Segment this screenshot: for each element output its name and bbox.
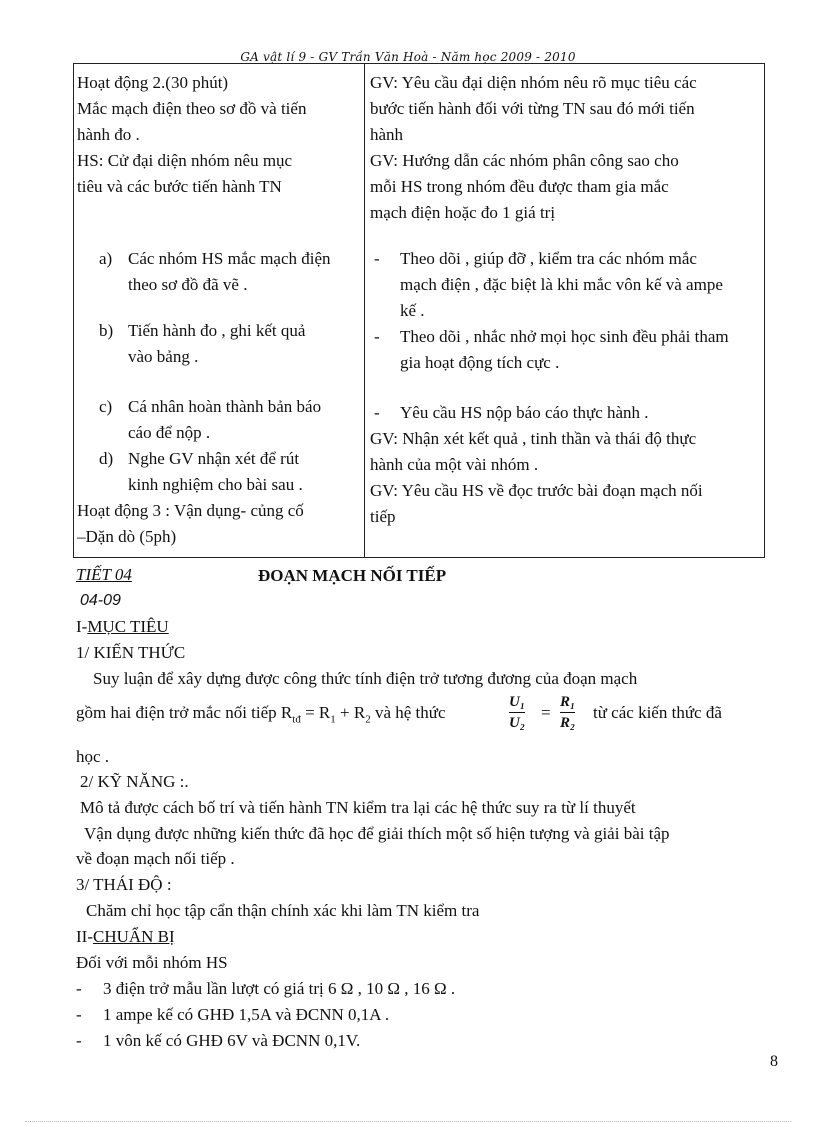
lesson-title: ĐOẠN MẠCH NỐI TIẾP — [258, 566, 447, 585]
knowledge-formula-line — [76, 693, 776, 745]
activity-table — [73, 63, 765, 558]
dash-item-line: kế . — [400, 301, 425, 320]
knowledge-line1: Suy luận để xây dựng được công thức tính điện trở tương đương của đoạn mạch — [93, 669, 638, 688]
fraction-denominator: R₂ — [560, 715, 576, 731]
formula-text-part: + R — [335, 703, 366, 722]
hs-task-line1: HS: Cử đại diện nhóm nêu mục — [77, 151, 293, 170]
gv-instruction-3-line2: hành của một vài nhóm . — [370, 455, 539, 474]
fraction-bar — [560, 712, 575, 713]
page-number: 8 — [770, 1053, 778, 1070]
left-list-item-a — [77, 246, 359, 298]
dash-item-line: Theo dõi , nhắc nhở mọi học sinh đều phải tham — [400, 327, 729, 346]
attitude-line1: Chăm chỉ học tập cẩn thận chính xác khi làm TN kiểm tra — [86, 901, 480, 920]
subsection-skills: 2/ KỸ NĂNG :. — [80, 772, 189, 791]
table-column-divider — [364, 64, 365, 557]
section-preparation-heading — [76, 924, 776, 950]
list-item-line: Tiến hành đo , ghi kết quả — [128, 321, 306, 340]
list-item-line: vào bảng . — [128, 347, 199, 366]
dash-marker: - — [374, 403, 380, 422]
gv-instruction-2-line3: mạch điện hoặc đo 1 giá trị — [370, 203, 556, 222]
fraction-bar — [509, 712, 525, 713]
list-item-text: 1 ampe kế có GHĐ 1,5A và ĐCNN 0,1A . — [103, 1005, 390, 1024]
activity-3-heading-line1: Hoạt động 3 : Vận dụng- củng cố — [77, 501, 304, 520]
gv-instruction-1-line2: bước tiến hành đối với từng TN sau đó mới tiến — [370, 99, 695, 118]
fraction-numerator: U₁ — [509, 694, 526, 710]
dash-item-line: Theo dõi , giúp đỡ , kiểm tra các nhóm mắc — [400, 249, 697, 268]
left-list-item-b — [77, 318, 359, 370]
fraction-numerator: R₁ — [560, 694, 576, 710]
section-prefix: I- — [76, 617, 88, 636]
right-dash-item-3 — [370, 400, 762, 426]
section-prefix: II- — [76, 927, 93, 946]
gv-instruction-2-line2: mỗi HS trong nhóm đều được tham gia mắc — [370, 177, 669, 196]
list-item-line: cáo để nộp . — [128, 423, 211, 442]
list-item-line: Nghe GV nhận xét để rút — [128, 449, 300, 468]
list-item-line: kinh nghiệm cho bài sau . — [128, 475, 303, 494]
gv-instruction-4-line1: GV: Yêu cầu HS về đọc trước bài đoạn mạch nối — [370, 481, 703, 500]
gv-instruction-1-line3: hành — [370, 125, 404, 144]
page-header: GA vật lí 9 - GV Trần Văn Hoà - Năm học 2009 - 2010 — [240, 50, 576, 64]
dash-marker: - — [374, 249, 380, 268]
list-item-text: 1 vôn kế có GHĐ 6V và ĐCNN 0,1V. — [103, 1031, 361, 1050]
fraction-denominator: U₂ — [509, 715, 526, 731]
formula-text-part: và hệ thức — [370, 703, 446, 722]
formula-text-part: = R — [300, 703, 331, 722]
equals-sign: = — [541, 703, 551, 722]
gv-instruction-1-line1: GV: Yêu cầu đại diện nhóm nêu rõ mục tiêu các — [370, 73, 697, 92]
list-marker: c) — [99, 397, 113, 416]
gv-instruction-4-line2: tiếp — [370, 507, 396, 526]
fraction-resistance — [560, 693, 575, 732]
fraction-voltage — [509, 693, 525, 732]
preparation-intro: Đối với mỗi nhóm HS — [76, 953, 228, 972]
activity-2-intro-line1: Mắc mạch điện theo sơ đồ và tiến — [77, 99, 307, 118]
right-dash-item-1 — [370, 246, 762, 324]
section-title: MỤC TIÊU — [87, 617, 169, 636]
subsection-knowledge: 1/ KIẾN THỨC — [76, 643, 186, 662]
subscript: tđ — [292, 713, 301, 726]
preparation-list — [76, 976, 776, 1054]
subsection-attitude: 3/ THÁI ĐỘ : — [76, 875, 172, 894]
table-left-cell — [77, 70, 359, 550]
dash-marker: - — [76, 979, 82, 998]
list-marker: b) — [99, 321, 114, 340]
gv-instruction-3-line1: GV: Nhận xét kết quả , tinh thần và thái độ thực — [370, 429, 697, 448]
lesson-date: 04-09 — [80, 592, 121, 609]
dash-item-line: mạch điện , đặc biệt là khi mắc vôn kế và ampe — [400, 275, 723, 294]
lesson-period: TIẾT 04 — [76, 565, 132, 584]
activity-2-heading: Hoạt động 2.(30 phút) — [77, 73, 229, 92]
knowledge-line3: học . — [76, 747, 110, 766]
right-dash-item-2 — [370, 324, 762, 376]
footer-divider — [25, 1121, 791, 1122]
list-item-line: theo sơ đồ đã vẽ . — [128, 275, 248, 294]
hs-task-line2: tiêu và các bước tiến hành TN — [77, 177, 282, 196]
list-item — [76, 976, 776, 1002]
formula-tail-text: từ các kiến thức đã — [593, 703, 722, 722]
subscript: 2 — [365, 713, 371, 726]
list-marker: d) — [99, 449, 114, 468]
gv-instruction-2-line1: GV: Hướng dẫn các nhóm phân công sao cho — [370, 151, 679, 170]
skills-line2: Vận dụng được những kiến thức đã học để giải thích một số hiện tượng và giải bài tập — [84, 824, 670, 843]
list-item — [76, 1028, 776, 1054]
list-item-line: Cá nhân hoàn thành bản báo — [128, 397, 322, 416]
formula-text-part: gồm hai điện trở mắc nối tiếp R — [76, 703, 293, 722]
skills-line3: về đoạn mạch nối tiếp . — [76, 849, 235, 868]
list-item-line: Các nhóm HS mắc mạch điện — [128, 249, 331, 268]
dash-marker: - — [76, 1031, 82, 1050]
list-item — [76, 1002, 776, 1028]
section-objectives-heading — [76, 614, 776, 640]
dash-marker: - — [374, 327, 380, 346]
skills-line1: Mô tả được cách bố trí và tiến hành TN kiểm tra lại các hệ thức suy ra từ lí thuyết — [80, 798, 636, 817]
activity-2-intro-line2: hành đo . — [77, 125, 140, 144]
dash-item-line: gia hoạt động tích cực . — [400, 353, 560, 372]
list-marker: a) — [99, 249, 113, 268]
activity-3-heading-line2: –Dặn dò (5ph) — [77, 527, 177, 546]
subscript: 1 — [330, 713, 336, 726]
table-right-cell — [370, 70, 762, 530]
left-list-item-c — [77, 394, 359, 446]
formula-text — [76, 703, 446, 725]
dash-marker: - — [76, 1005, 82, 1024]
list-item-text: 3 điện trở mẫu lần lượt có giá trị 6 Ω , 10 Ω , 16 Ω . — [103, 979, 456, 998]
dash-item-line: Yêu cầu HS nộp báo cáo thực hành . — [400, 403, 649, 422]
left-list-item-d — [77, 446, 359, 498]
section-title: CHUẨN BỊ — [92, 927, 175, 946]
